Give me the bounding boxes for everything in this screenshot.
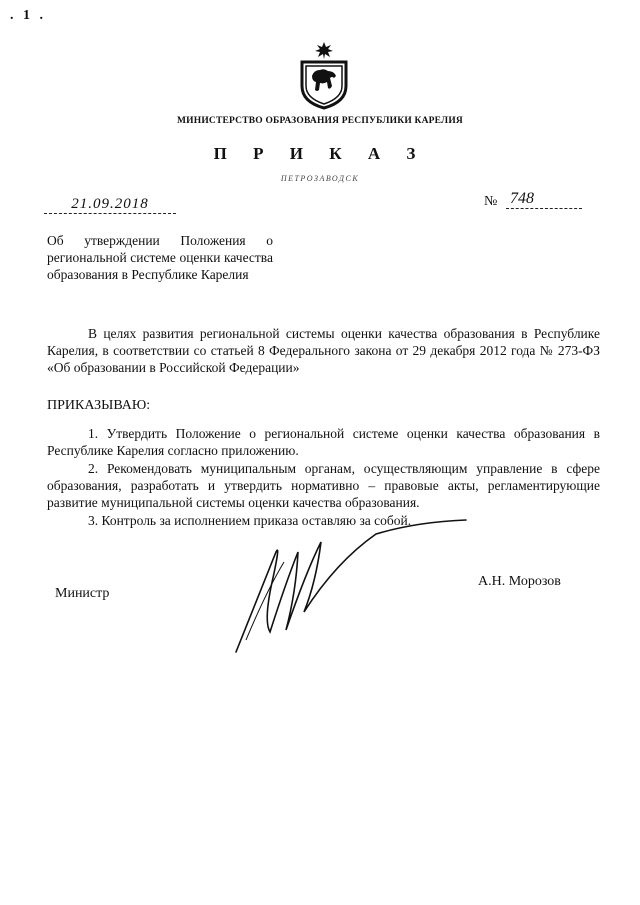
order-point: 3. Контроль за исполнением приказа оставляю за собой. bbox=[88, 513, 412, 528]
orders-heading: ПРИКАЗЫВАЮ: bbox=[47, 398, 151, 413]
karelia-coat-of-arms-icon bbox=[298, 40, 350, 110]
signer-name: А.Н. Морозов bbox=[478, 574, 561, 589]
city: ПЕТРОЗАВОДСК bbox=[280, 174, 360, 183]
number-label: № bbox=[484, 194, 498, 209]
ministry-name: МИНИСТЕРСТВО ОБРАЗОВАНИЯ РЕСПУБЛИКИ КАРЕЛИЯ bbox=[176, 116, 463, 126]
handwritten-signature-icon bbox=[226, 512, 476, 662]
document-type: П Р И К А З bbox=[213, 144, 427, 163]
corner-mark: . 1 . bbox=[10, 8, 46, 23]
document-number: 748 bbox=[506, 190, 582, 209]
signer-position: Министр bbox=[55, 586, 110, 601]
preamble: В целях развития региональной системы оценки качества образования в Республике Карелия, в соответствии со статьей 8 Федерального закона от 29 декабря 2012 года № 273-ФЗ «Об образовании в Российской Федерации» bbox=[47, 326, 600, 375]
document-date: 21.09.2018 bbox=[44, 196, 176, 214]
order-point: 1. Утвердить Положение о региональной системе оценки качества образования в Республике Карелия согласно приложению. bbox=[47, 426, 600, 458]
order-point: 2. Рекомендовать муниципальным органам, осуществляющим управление в сфере образования, разработать и утвердить нормативно – правовые акты, регламентирующие развитие муниципальной системы оценки качества образования. bbox=[47, 461, 600, 510]
document-subject: Об утверждении Положения о региональной системе оценки качества образования в Республике Карелия bbox=[47, 233, 273, 282]
